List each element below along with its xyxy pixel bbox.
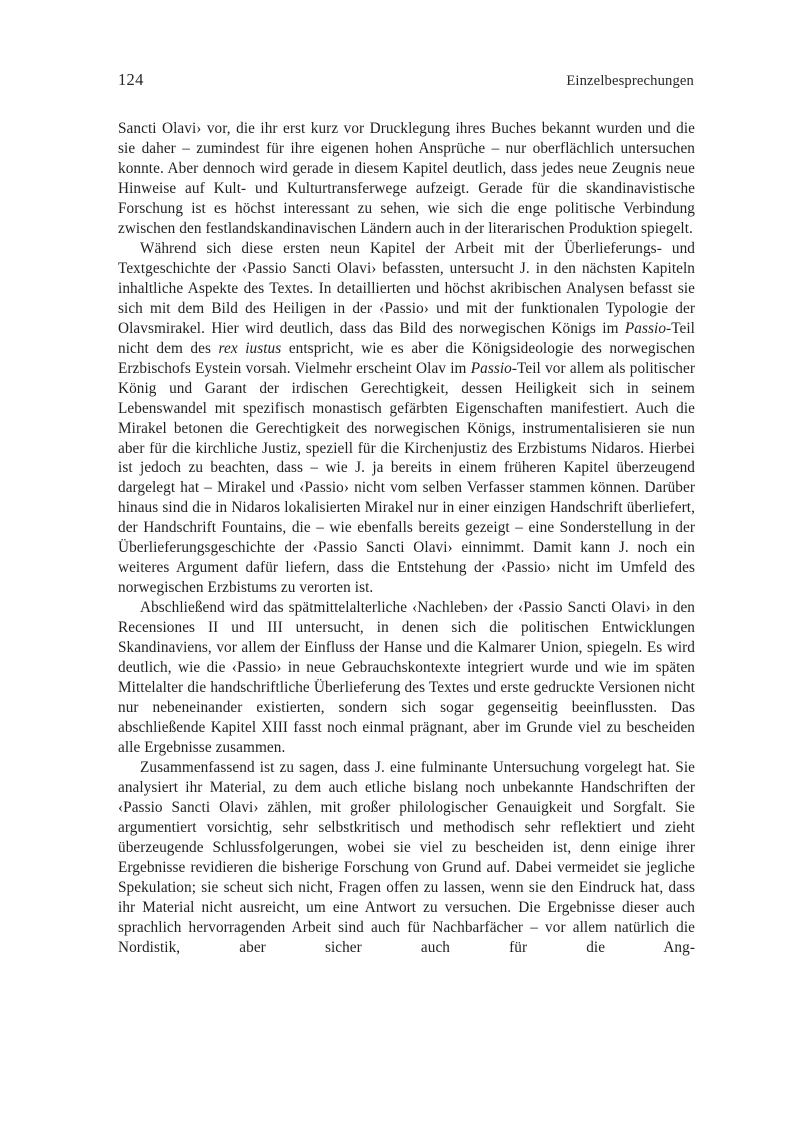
italic-run: Passio xyxy=(624,319,667,337)
body-text-block xyxy=(118,119,695,958)
italic-run: Passio xyxy=(470,359,512,377)
page-folio-number: 124 xyxy=(118,70,144,89)
paragraph-3: Abschließend wird das spätmittelalterliche ‹Nachleben› der ‹Passio Sancti Olavi› in den Recensiones II und III untersucht, in denen sich die politischen Entwicklungen Skandinaviens, vor allem der Einfluss der Hanse und die Kalmarer Union, spiegeln. Es wird deutlich, wie die ‹Passio› in neue Gebrauchskontexte integriert wurde und wie im späten Mittelalter die handschriftliche Überlieferung des Textes und erste gedruckte Versionen nicht nur nebeneinander existierten, sondern sich sogar gegenseitig beeinflussten. Das abschließende Kapitel XIII fasst noch einmal prägnant, aber im Grunde viel zu bescheiden alle Ergebnisse zusammen. xyxy=(118,599,695,757)
italic-run: rex iustus xyxy=(218,339,282,357)
text-run: Während sich diese ersten neun Kapitel der Arbeit mit der Überlieferungs- und Textgeschichte der ‹Passio Sancti Olavi› befassten, untersucht J. in den nächsten Kapiteln inhaltliche Aspekte des Textes. In detaillierten und höchst akribischen Analysen befasst sie sich mit dem Bild des Heiligen in der ‹Passio› und mit der funktionalen Typologie der Olavsmirakel. Hier wird deutlich, dass das Bild des norwegischen Königs im xyxy=(118,239,695,337)
text-run: entspricht, wie es aber die Königsideologie des norwegischen Erzbischofs Eystein vorsah. Vielmehr erscheint Olav im xyxy=(118,339,696,377)
paragraph-1: Sancti Olavi› vor, die ihr erst kurz vor Drucklegung ihres Buches bekannt wurden und die sie daher – zumindest für ihre eigenen hohen Ansprüche – nur oberflächlich untersuchen konnte. Aber dennoch wird gerade in diesem Kapitel deutlich, dass jedes neue Zeugnis neue Hinweise auf Kult- und Kulturtransferwege aufzeigt. Gerade für die skandinavistische Forschung ist es höchst interessant zu sehen, wie sich die enge politische Verbindung zwischen den festlandskandinavischen Ländern auch in der literarischen Produktion spiegelt. xyxy=(118,120,695,237)
text-run: -Teil vor allem als politischer König und Garant der irdischen Gerechtigkeit, dessen Heiligkeit sich in seinem Lebenswandel mit spezifisch monastisch gefärbten Eigenschaften manifestiert. Auch die Mirakel betonen die Gerechtigkeit des norwegischen Königs, instrumentalisieren sie nun aber für die kirchliche Justiz, speziell für die Kirchenjustiz des Erzbistums Nidaros. Hierbei ist jedoch zu beachten, dass – wie J. ja bereits in einem früheren Kapitel überzeugend dargelegt hat – Mirakel und ‹Passio› nicht vom selben Verfasser stammen können. Darüber hinaus sind die in Nidaros lokalisierten Mirakel nur in einer einzigen Handschrift überliefert, der Handschrift Fountains, die – wie ebenfalls bereits gezeigt – eine Sonderstellung in der Überlieferungsgeschichte der ‹Passio Sancti Olavi› einnimmt. Damit kann J. noch ein weiteres Argument dafür liefern, dass die Entstehung der ‹Passio› nicht im Umfeld des norwegischen Erzbistums zu verorten ist. xyxy=(118,359,695,597)
text-run: -Teil nicht dem des xyxy=(118,319,695,357)
paragraph-2 xyxy=(118,239,695,598)
paragraph-4: Zusammenfassend ist zu sagen, dass J. eine fulminante Untersuchung vorgelegt hat. Sie analysiert ihr Material, zu dem auch etliche bislang noch unbekannte Handschriften der ‹Passio Sancti Olavi› zählen, mit großer philologischer Genauigkeit und Sorgfalt. Sie argumentiert vorsichtig, sehr selbstkritisch und methodisch sehr reflektiert und zieht überzeugende Schlussfolgerungen, wobei sie viel zu bescheiden ist, denn einige ihrer Ergebnisse revidieren die bisherige Forschung von Grund auf. Dabei vermeidet sie jegliche Spekulation; sie scheut sich nicht, Fragen offen zu lassen, wenn sie den Eindruck hat, dass ihr Material nicht ausreicht, um eine Antwort zu versuchen. Die Ergebnisse dieser auch sprachlich hervorragenden Arbeit sind auch für Nachbarfächer – vor allem natürlich die Nordistik, aber sicher auch für die Ang- xyxy=(118,759,695,956)
running-head-title: Einzelbesprechungen xyxy=(566,73,694,89)
running-head xyxy=(118,70,694,91)
